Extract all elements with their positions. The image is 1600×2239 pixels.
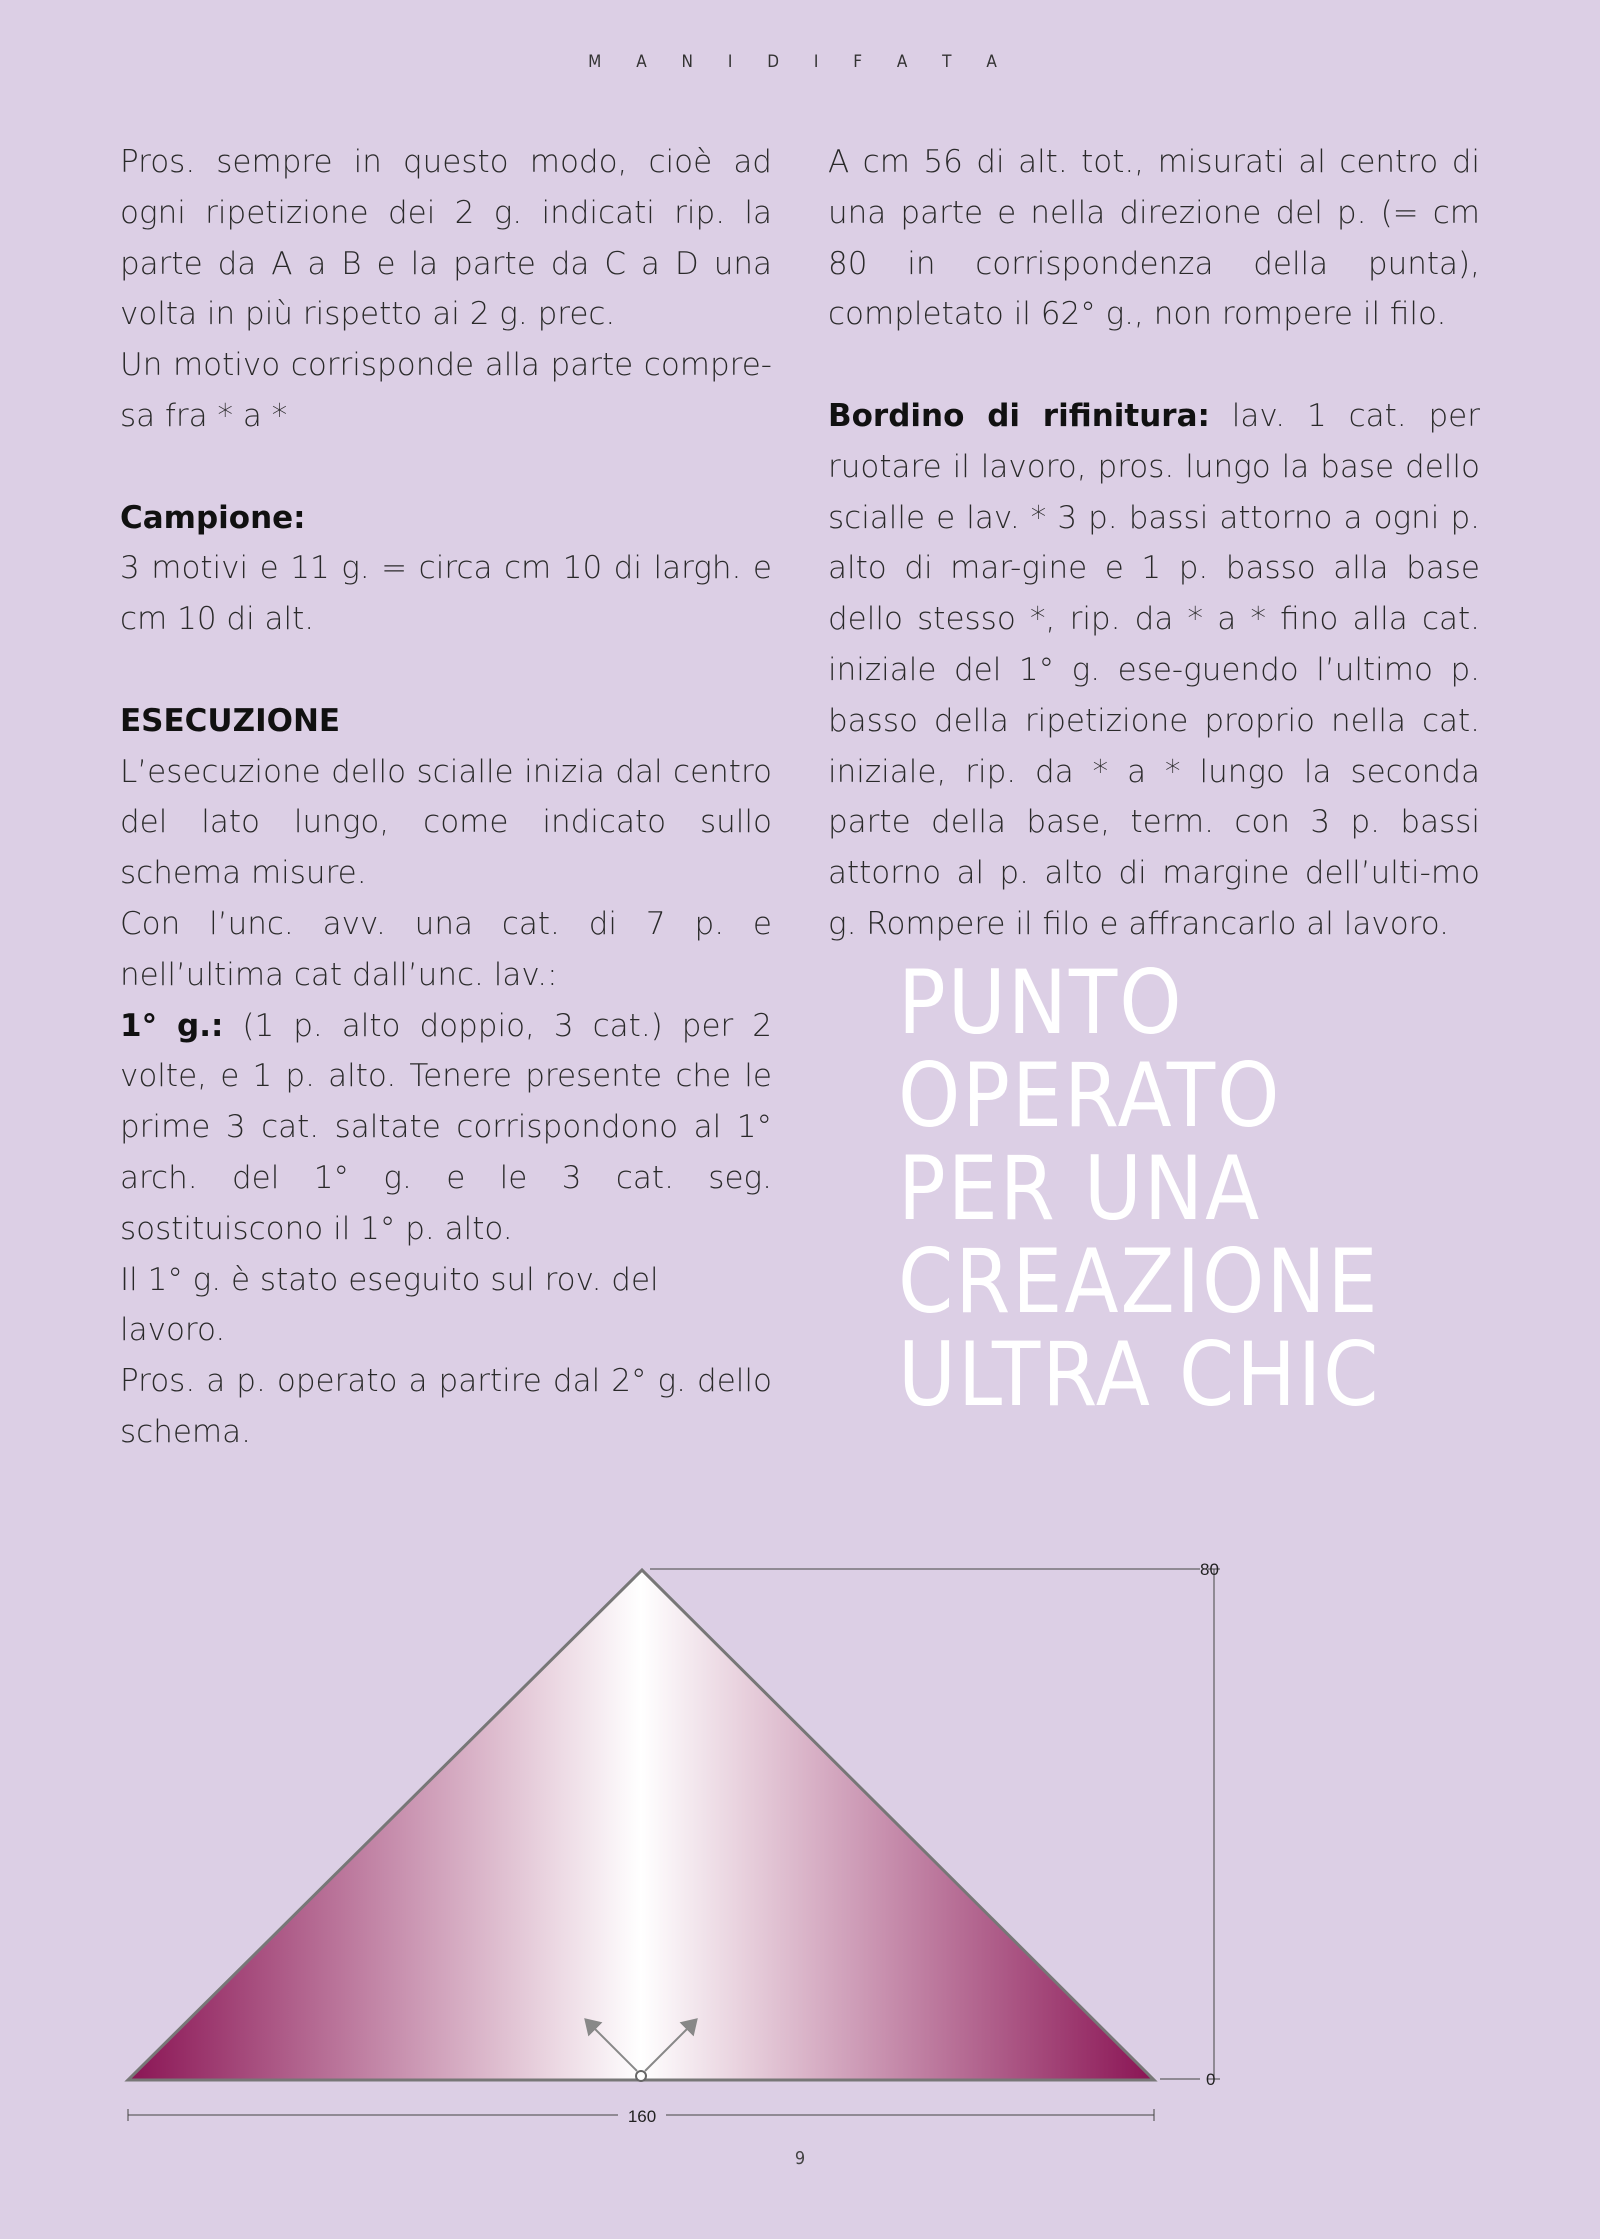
headline-line-5: ULTRA CHIC [898,1323,1381,1426]
paragraph-height: A cm 56 di alt. tot., misurati al centro di una parte e nella direzione del p. (= cm 80 in corrispondenza della punta), completato il 62° g., non rompere il filo. [828,144,1480,333]
paragraph-reverse-side: Il 1° g. è stato eseguito sul rov. del lavoro. [120,1261,659,1349]
row-1-instructions [120,1001,772,1255]
left-column [120,137,772,1458]
height-top-label: 80 [1200,1560,1219,1579]
campione-text: 3 motivi e 11 g. = circa cm 10 di largh. e cm 10 di alt. [120,550,772,638]
start-point-marker [636,2071,646,2081]
row-1-text: (1 p. alto doppio, 3 cat.) per 2 volte, e 1 p. alto. Tenere presente che le prime 3 cat. saltate corrispondono al 1° arch. del 1° g. e le 3 cat. seg. sostituiscono il 1° p. alto. [120,1007,772,1247]
width-label: 160 [627,2107,657,2126]
headline-line-2: OPERATO [898,1044,1282,1147]
esecuzione-start: Con l’unc. avv. una cat. di 7 p. e nell’ultima cat dall’unc. lav.: [120,905,772,993]
row-1-label: 1° g.: [120,1007,224,1044]
shawl-diagram [0,1540,1600,2140]
headline-line-1: PUNTO [898,951,1184,1054]
headline-line-4: CREAZIONE [898,1230,1380,1333]
shawl-triangle [128,1570,1154,2080]
bordino-paragraph [828,391,1480,950]
bordino-heading: Bordino di rifinitura: [828,397,1210,434]
magazine-header: M A N I D I F A T A [588,52,1012,72]
campione-heading: Campione: [120,499,306,536]
esecuzione-heading: ESECUZIONE [120,702,341,739]
paragraph-motif: Un motivo corrisponde alla parte compre-sa fra * a * [120,347,772,434]
esecuzione-intro: L’esecuzione dello scialle inizia dal centro del lato lungo, come indicato sullo schema misure. [120,753,772,892]
bordino-text: lav. 1 cat. per ruotare il lavoro, pros. lungo la base dello scialle e lav. * 3 p. bassi attorno a ogni p. alto di mar-gine e 1 p. basso alla base dello stesso *, rip. da * a * fino alla cat. iniziale del 1° g. ese-guendo l’ultimo p. basso della ripetizione proprio nella cat. iniziale, rip. da * a * lungo la seconda parte della base, term. con 3 p. bassi attorno al p. alto di margine dell’ulti-mo g. Rompere il filo e affrancarlo al lavoro. [828,397,1480,942]
page-number: 9 [794,2148,806,2169]
paragraph-repeat: Pros. sempre in questo modo, cioè ad ogni ripetizione dei 2 g. indicati rip. la parte da A a B e la parte da C a D una volta in più rispetto ai 2 g. prec. [120,144,772,333]
headline [898,951,1381,1426]
right-column [828,137,1480,950]
height-bottom-label: 0 [1206,2070,1216,2089]
paragraph-continue: Pros. a p. operato a partire dal 2° g. dello schema. [120,1363,772,1450]
headline-line-3: PER UNA [898,1137,1262,1240]
